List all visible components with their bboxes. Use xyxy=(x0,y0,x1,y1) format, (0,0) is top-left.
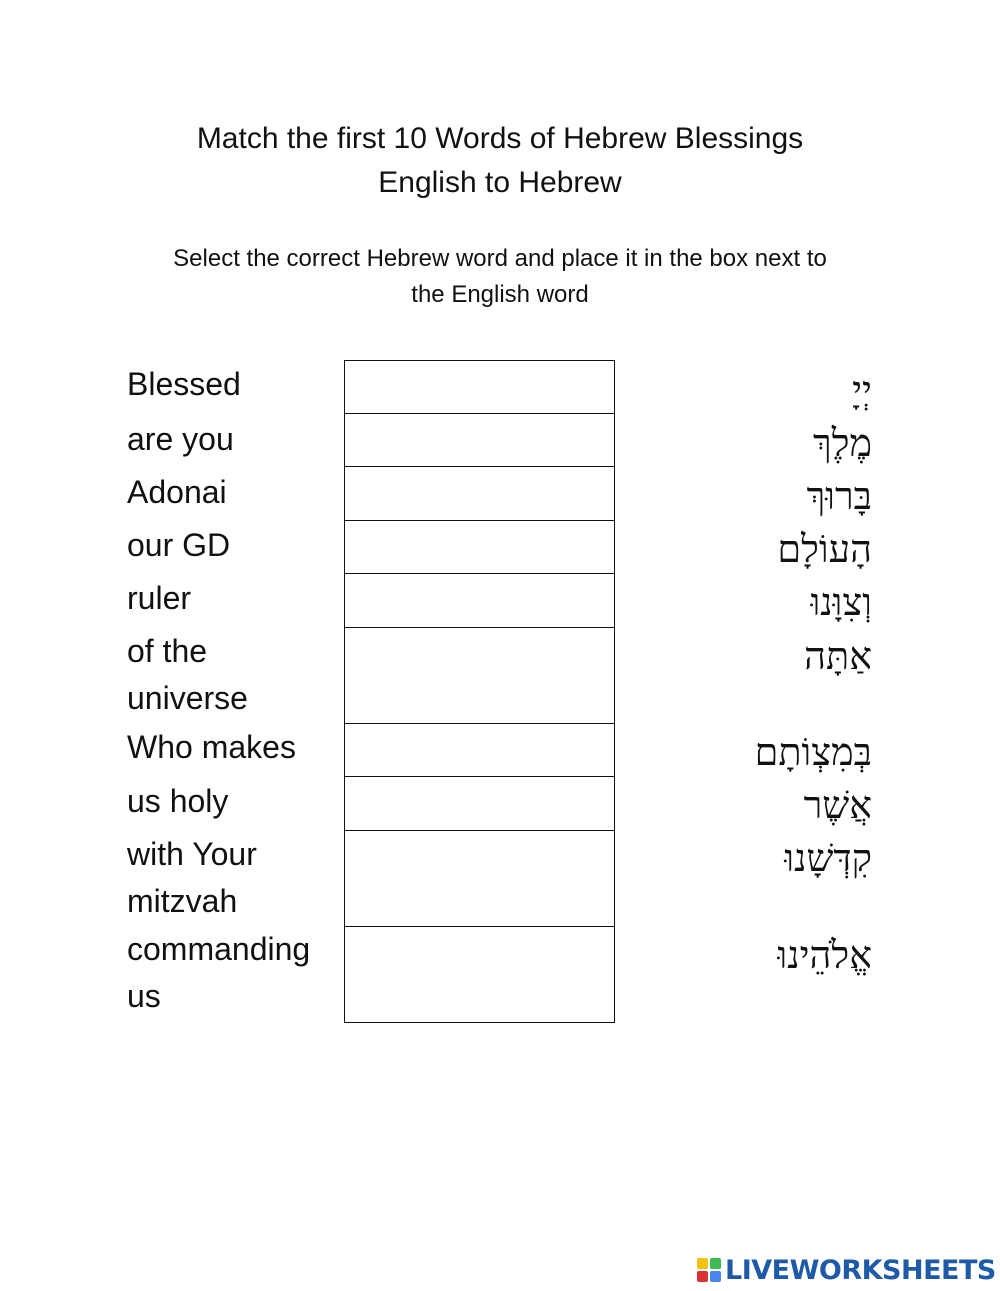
hebrew-word-draggable[interactable]: בָּרוּךְ xyxy=(806,474,872,518)
english-word: Blessed xyxy=(127,366,241,402)
answer-drop-box[interactable] xyxy=(344,723,615,777)
logo-blocks-icon xyxy=(697,1258,721,1282)
answer-drop-box[interactable] xyxy=(344,520,615,574)
logo-text: LIVEWORKSHEETS xyxy=(725,1254,996,1286)
english-word: ruler xyxy=(127,580,192,616)
logo-block xyxy=(697,1271,708,1282)
instruction-text: Select the correct Hebrew word and place it in the box next to xyxy=(173,245,827,272)
logo-block xyxy=(710,1271,721,1282)
hebrew-word-draggable[interactable]: בְּמִצְוֹתָם xyxy=(754,730,872,774)
answer-drop-box[interactable] xyxy=(344,466,615,521)
answer-drop-box[interactable] xyxy=(344,627,615,724)
hebrew-word-draggable[interactable]: אֱלֹהֵינוּ xyxy=(777,933,872,977)
answer-drop-box[interactable] xyxy=(344,776,615,831)
hebrew-word-draggable[interactable]: הָעוֹלָם xyxy=(777,527,872,571)
english-word: Who makes xyxy=(127,729,296,765)
english-word: Adonai xyxy=(127,474,227,510)
hebrew-word-draggable[interactable]: אֲשֶׁר xyxy=(803,783,872,827)
answer-drop-box[interactable] xyxy=(344,360,615,414)
logo-block xyxy=(710,1258,721,1269)
english-word: commanding us xyxy=(127,931,311,1014)
english-word: are you xyxy=(127,421,234,457)
answer-drop-box[interactable] xyxy=(344,413,615,467)
english-word: of the universe xyxy=(127,633,248,716)
hebrew-word-draggable[interactable]: קִדְּשָׁנוּ xyxy=(784,836,872,880)
english-word: us holy xyxy=(127,783,229,819)
answer-drop-box[interactable] xyxy=(344,573,615,628)
instruction-text-continued: the English word xyxy=(411,281,589,308)
worksheet-title: Match the first 10 Words of Hebrew Blessings xyxy=(196,122,804,155)
answer-drop-box[interactable] xyxy=(344,830,615,927)
hebrew-word-draggable[interactable]: יְיָ xyxy=(852,368,872,412)
logo-block xyxy=(697,1258,708,1269)
worksheet-subtitle: English to Hebrew xyxy=(378,166,622,199)
english-word: with Your mitzvah xyxy=(127,836,257,919)
liveworksheets-logo xyxy=(697,1253,996,1287)
hebrew-word-draggable[interactable]: וְצִוָּנוּ xyxy=(810,580,872,624)
hebrew-word-draggable[interactable]: אַתָּה xyxy=(804,634,872,678)
hebrew-word-draggable[interactable]: מֶלֶךְ xyxy=(813,421,872,465)
english-word: our GD xyxy=(127,527,231,563)
answer-drop-box[interactable] xyxy=(344,926,615,1023)
